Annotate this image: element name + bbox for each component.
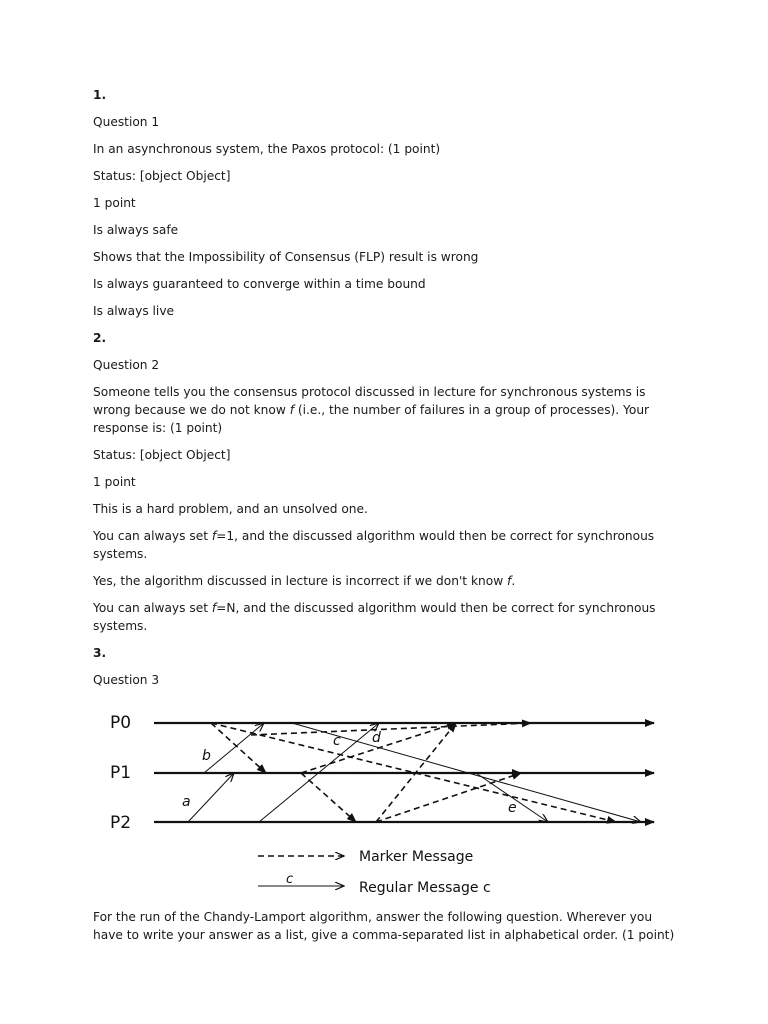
process-label-p1: P1 xyxy=(110,763,132,783)
question-points: 1 point xyxy=(93,475,136,489)
question-prompt: For the run of the Chandy-Lamport algorithm, answer the following question. Wherever you have to write your answer as a list, give a comma-separated list in alphabetical order. (1 point) xyxy=(93,910,675,942)
document-body xyxy=(93,86,683,944)
question-status: Status: [object Object] xyxy=(93,448,231,462)
answer-option[interactable]: Is always live xyxy=(93,304,175,318)
process-label-p0: P0 xyxy=(110,713,132,733)
marker-message xyxy=(301,773,356,822)
process-label-p2: P2 xyxy=(110,813,132,833)
question-label: Question 3 xyxy=(93,673,160,687)
message-label-d: d xyxy=(372,730,381,746)
answer-option[interactable]: Shows that the Impossibility of Consensus (FLP) result is wrong xyxy=(93,250,479,264)
answer-option[interactable]: You can always set f=1, and the discussed algorithm would then be correct for synchronous systems. xyxy=(93,529,655,561)
question-prompt: Someone tells you the consensus protocol discussed in lecture for synchronous systems is wrong because we do not know f (i.e., the number of failures in a group of processes). Your response is: (1 point) xyxy=(93,385,650,435)
message-label-a: a xyxy=(182,794,191,810)
message-label-e: e xyxy=(508,800,517,816)
chandy-lamport-diagram xyxy=(96,702,666,902)
answer-option[interactable]: You can always set f=N, and the discussed algorithm would then be correct for synchronous systems. xyxy=(93,601,656,633)
answer-option[interactable]: Is always safe xyxy=(93,223,179,237)
marker-message xyxy=(211,723,266,773)
legend-marker-text: Marker Message xyxy=(359,849,474,865)
question-number: 3. xyxy=(93,646,107,660)
question-status: Status: [object Object] xyxy=(93,169,231,183)
answer-option[interactable]: Yes, the algorithm discussed in lecture is incorrect if we don't know f. xyxy=(93,574,516,588)
question-number: 1. xyxy=(93,88,107,102)
marker-message xyxy=(251,723,531,735)
question-label: Question 2 xyxy=(93,358,160,372)
regular-message-b xyxy=(204,723,264,773)
message-label-b: b xyxy=(202,748,211,764)
question-number: 2. xyxy=(93,331,107,345)
message-label-c: c xyxy=(333,733,341,749)
question-points: 1 point xyxy=(93,196,136,210)
question-label: Question 1 xyxy=(93,115,160,129)
legend-regular-arrow-label: c xyxy=(286,872,294,887)
legend-regular-text: Regular Message c xyxy=(359,880,491,896)
regular-message-a xyxy=(188,773,234,822)
answer-option[interactable]: This is a hard problem, and an unsolved one. xyxy=(93,502,368,516)
answer-option[interactable]: Is always guaranteed to converge within a time bound xyxy=(93,277,426,291)
question-prompt: In an asynchronous system, the Paxos protocol: (1 point) xyxy=(93,142,441,156)
